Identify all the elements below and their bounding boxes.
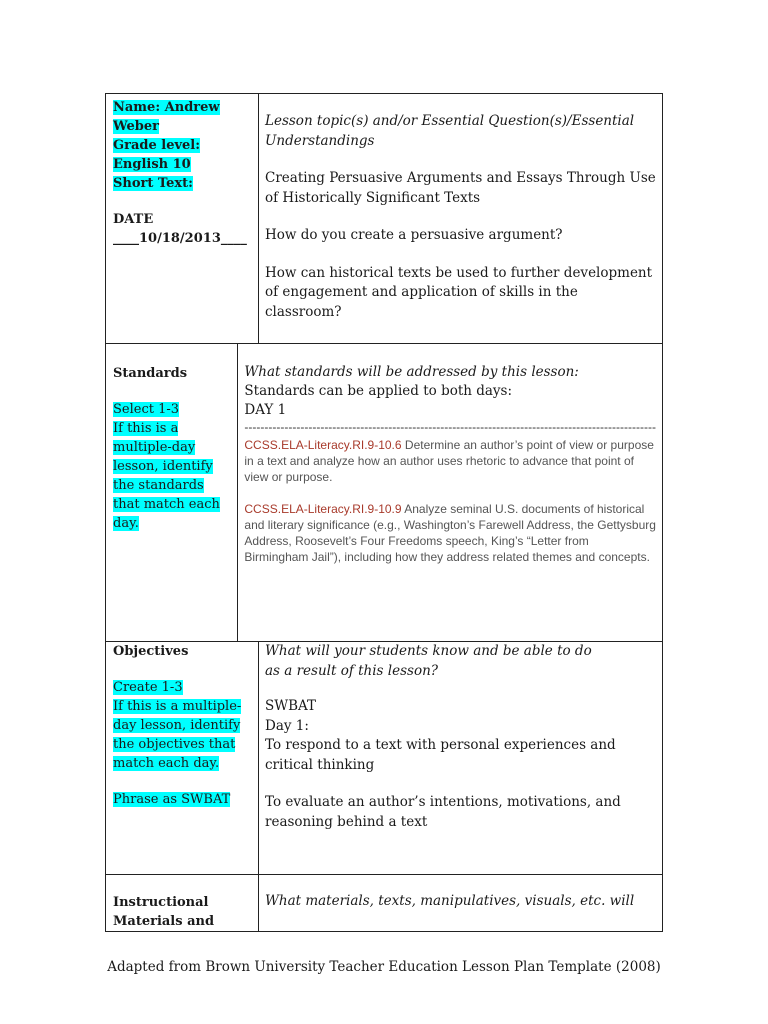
- swbat-phrase: Phrase as SWBAT: [113, 792, 231, 807]
- materials-heading: What materials, texts, manipulatives, visuals, etc. will: [265, 893, 635, 909]
- standards-row: [106, 344, 662, 642]
- essential-question-2: How can historical texts be used to further development of engagement and application of skills in the classroom?: [265, 264, 653, 320]
- short-text-label: Short Text:: [113, 176, 193, 191]
- swbat-label: SWBAT: [265, 698, 317, 714]
- objective-1: To respond to a text with personal experiences and critical thinking: [265, 737, 616, 773]
- objectives-label-cell: [106, 642, 259, 874]
- lesson-plan-table: [105, 93, 663, 932]
- footer-attribution: Adapted from Brown University Teacher Education Lesson Plan Template (2008): [107, 959, 661, 975]
- materials-label-cell: [106, 875, 259, 931]
- objectives-title: Objectives: [113, 644, 189, 659]
- teacher-name: Name: Andrew Weber: [113, 100, 220, 134]
- standards-title: Standards: [113, 366, 188, 381]
- standards-day: DAY 1: [244, 402, 287, 418]
- standard-item: [244, 437, 656, 485]
- header-row: [106, 94, 662, 344]
- standard-code: CCSS.ELA-Literacy.RI.9-10.9: [244, 502, 402, 516]
- objectives-instruction: If this is a multiple-day lesson, identify the objectives that match each day.: [113, 699, 242, 771]
- lesson-topic-heading: Lesson topic(s) and/or Essential Question(s)/Essential Understandings: [265, 113, 635, 149]
- dash-divider: -------------------------------------------------------------------------------------------------------: [244, 420, 656, 434]
- grade-level-value: English 10: [113, 157, 191, 172]
- standard-code: CCSS.ELA-Literacy.RI.9-10.6: [244, 438, 402, 452]
- materials-title: Instructional Materials and: [113, 895, 215, 929]
- objective-2: To evaluate an author’s intentions, motivations, and reasoning behind a text: [265, 794, 621, 830]
- essential-question-1: How do you create a persuasive argument?: [265, 227, 563, 243]
- objectives-content-cell: [259, 642, 662, 874]
- materials-content-cell: [259, 875, 662, 931]
- lesson-topic-cell: [259, 94, 662, 343]
- objectives-row: [106, 642, 662, 875]
- select-count: Select 1-3: [113, 402, 180, 417]
- create-count: Create 1-3: [113, 680, 183, 695]
- standards-content-cell: [238, 344, 662, 641]
- date-value: ____10/18/2013____: [113, 231, 247, 246]
- date-label: DATE: [113, 212, 154, 227]
- materials-row: [106, 875, 662, 931]
- standard-text: Determine an author’s point of view or purpose in a text and analyze how an author uses rhetoric to advance that point of view or purpose.: [244, 438, 654, 484]
- standards-label-cell: [106, 344, 238, 641]
- teacher-info-cell: [106, 94, 259, 343]
- lesson-topic: Creating Persuasive Arguments and Essays Through Use of Historically Significant Texts: [265, 170, 656, 206]
- objectives-heading: What will your students know and be able to do as a result of this lesson?: [265, 643, 592, 679]
- grade-level-label: Grade level:: [113, 138, 201, 153]
- standard-item: [244, 501, 656, 565]
- standards-applied: Standards can be applied to both days:: [244, 383, 513, 399]
- standards-heading: What standards will be addressed by this lesson:: [244, 364, 579, 380]
- objectives-day: Day 1:: [265, 717, 309, 734]
- standard-text: Analyze seminal U.S. documents of historical and literary significance (e.g., Washington’s Farewell Address, the Gettysburg Address, Roosevelt’s Four Freedoms speech, King’s “Letter from Birmingham Jail”), including how they address related themes and concepts.: [244, 502, 656, 564]
- standards-instruction: If this is a multiple-day lesson, identify the standards that match each day.: [113, 421, 220, 531]
